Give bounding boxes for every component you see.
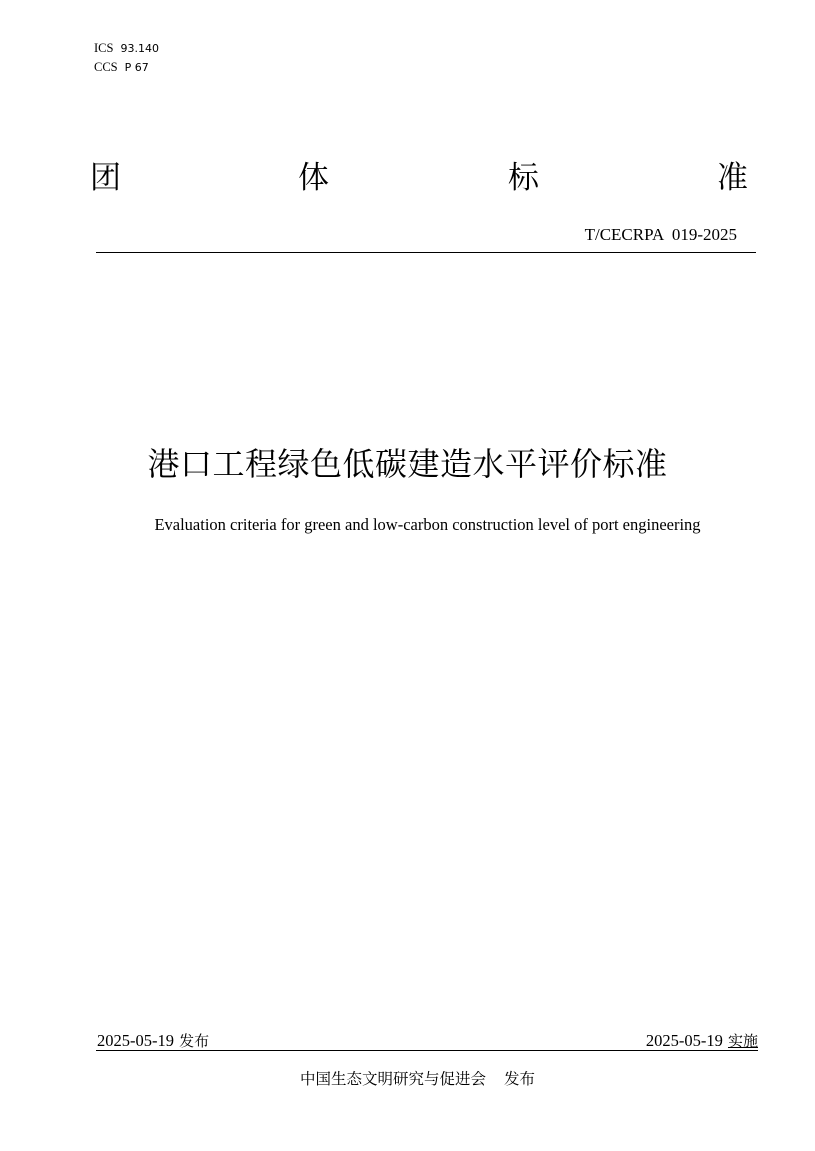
issuer-action: 发布 [504,1070,536,1088]
implement-date: 2025-05-19 [645,1031,723,1050]
implement-label: 实施 [727,1032,758,1050]
standard-type-char-4: 准 [717,160,748,196]
implement-date-line [646,1030,758,1052]
standard-type-char-2: 体 [298,160,329,196]
ics-code: 93.140 [120,42,159,55]
ics-row [94,39,159,58]
title-chinese: 港口工程绿色低碳建造水平评价标准 [147,445,668,483]
title-english: Evaluation criteria for green and low-carbon construction level of port engineering [154,515,701,534]
standard-type-char-3: 标 [508,160,539,196]
standard-type-char-1: 团 [90,160,121,196]
ccs-row [94,58,159,77]
classification-block [94,39,159,77]
issuer-line [0,1068,815,1090]
standard-number: T/CECRPA 019-2025 [584,225,737,244]
ics-label: ICS [94,41,114,55]
top-divider [96,252,756,253]
publish-label: 发布 [179,1032,210,1050]
issuer-organization: 中国生态文明研究与促进会 [299,1070,486,1088]
bottom-divider [96,1050,758,1051]
standard-type-heading [90,154,750,204]
publish-date: 2025-05-19 [97,1031,174,1050]
publish-date-line [97,1030,209,1052]
ccs-code: P 67 [124,61,149,74]
ccs-label: CCS [94,60,118,74]
